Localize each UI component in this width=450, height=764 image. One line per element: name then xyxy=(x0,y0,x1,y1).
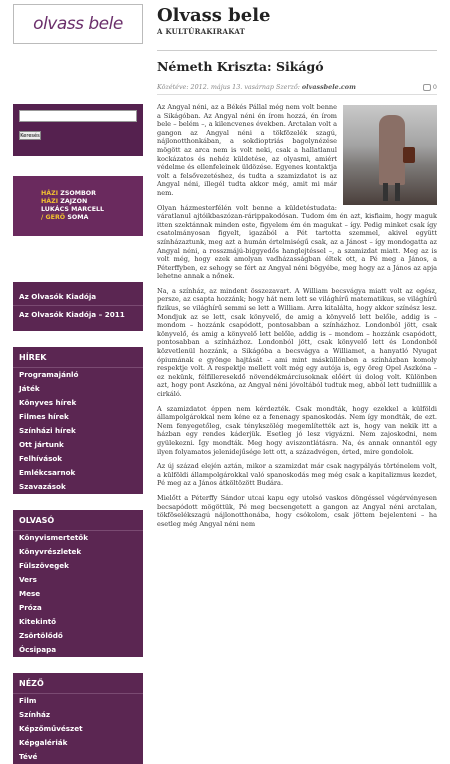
paragraph: Az Angyal néni, az a Békés Pállal még nem volt benne a Sikágóban. Az Angyal néni én írom hozzá, én írom bele – belém –, a kilencvenes években. Arctalan volt a gangon az Angyal néni a tökfözelék szagú, nájlonotthonkában, a sokdioptriás bagolynézése mögött az arca nem is volt neki, csak a hallatlanul kockázatos és nehéz küldetése, az olyasmi, amiért védelme és ellenfeleinek üldözése. Egyenes kontaktja volt a felsővezetéshez, és tudta a szamizdatot is az Angyal néni, illegél tudta akkor még, amit mi már nem. xyxy=(157,103,337,197)
site-subtitle: A KULTÚRAKIRAKAT xyxy=(157,27,246,36)
paragraph: Na, a színház, az mindent összezavart. A William becsvágya miatt volt az egész, persze, az csapta hozzánk; hogy hát nem lett se világhírű matematikus, se világhírű fizikus, se világhírű semmi se lett a William. Arra kitalálta, hogy akkor színész lesz. Mondjuk az se lett, csak könyvelő, de amig a könyvelő lett belőle, addig is – mondom – hozzánk csapódott, pontosabban a színházhoz. Londonból jött, csak könyvelő, és amig a könyvelő lett belőle, addig is – mondom – hozzánk csapódott, pontosabban a színházhoz. Londonból jött, csak könyvelő lett és Londonból közvetlenül hozzánk, a Sikágóba a becsvágya a Williamet, a hanyatló Nyugat ópiumának e gyönge hajtását – ami mint másküllönben a színházban komoly respektje volt. A respektje mellett volt még egy autója is, egy öreg Opel Aszkóna – ez nekünk, félfilleresekdő növendékmárciusoknak előért úi dolog volt. Különben azt, hogy pont Aszkóna, az Angyal néni jóvoltából tudtuk meg, abból lett tudniillik a cirkáló. xyxy=(157,286,437,398)
nav-item[interactable]: Könyvrészletek xyxy=(19,547,82,556)
search-button[interactable]: Keresés xyxy=(20,133,40,139)
nav-item[interactable]: Színház xyxy=(19,710,51,719)
logo-text: olvass bele xyxy=(33,14,123,34)
paragraph: Olyan házmesterfélén volt benne a küldetéstudata: váratlanul ajtóikbaszózan-rárippakodósan. Tudom ém én azt, kisfiaim, hogy maguk itten szektánnak minden este, figyelem ém én magukat – így. Pedig minket csak így csatolmányosan figyelt, igazából a Pét tartotta szemmel, akivel együtt színházaztunk, meg azt a humán értelmiségű csak, az a Jánost – így mondogatta az Angyal néni, a rosszmájú-biggyedős hanglejtéssel –, a szamizdat miatt. Meg az is volt még, hogy ezek amolyan vadházasságban éltek ott, a Pé meg a János, a Péterffyben, ez sehogy se fért az Angyal néni bögyébe, meg hogy az a János az apja lehetne annak a nőnek. xyxy=(157,203,437,281)
kiado-link[interactable]: Az Olvasók Kiadója xyxy=(13,288,143,306)
nav-section-nezo xyxy=(13,673,143,764)
nav-item[interactable]: Ócsipapa xyxy=(19,645,57,654)
main-content xyxy=(157,6,437,534)
paragraph: A szamizdatot éppen nem kérdezték. Csak mondták, hogy ezekkel a külföldi állampolgárokkal nem kéne ez a fenenagy spanoskodás. Nem így mondták, de ezt. Nem fenyegetőleg, csak ténykszölég megemlítették azt is, hogy van nekik itt a házban egy rendes káderjük. Esetleg jó lesz vigyázni. Nem zajoskodni, nem gyülekezni. Így mondták. Meg hogy aviszontlátásra. Na, és annak onnantól egy ilyen folyamatos jelenidejűsége lett ott, a századvégen, érted, mire gondolok. xyxy=(157,404,437,456)
nav-item[interactable]: Könyves hírek xyxy=(19,398,77,407)
article-meta xyxy=(157,83,437,95)
nav-item[interactable]: Tévé xyxy=(19,752,38,761)
nav-item[interactable]: Mese xyxy=(19,589,41,598)
nav-section-olvaso xyxy=(13,510,143,657)
article-photo xyxy=(343,105,437,205)
banner-line: HÁZI ZAJZON xyxy=(41,198,88,205)
sidebar xyxy=(13,4,143,764)
divider xyxy=(157,50,437,51)
nav-item[interactable]: Képzőművészet xyxy=(19,724,83,733)
site-logo[interactable] xyxy=(13,4,143,44)
promo-banner[interactable] xyxy=(13,176,143,236)
site-title[interactable]: Olvass bele xyxy=(157,5,271,26)
nav-item[interactable]: Képgalériák xyxy=(19,738,68,747)
nav-section-hirek xyxy=(13,347,143,494)
nav-header: NÉZŐ xyxy=(13,673,143,694)
article-title[interactable]: Németh Kriszta: Sikágó xyxy=(157,59,324,74)
nav-item[interactable]: Felhívások xyxy=(19,454,63,463)
article-body xyxy=(157,103,437,528)
nav-item[interactable]: Film xyxy=(19,696,37,705)
nav-item[interactable]: Fülszövegek xyxy=(19,561,69,570)
nav-item[interactable]: Próza xyxy=(19,603,42,612)
nav-item[interactable]: Filmes hírek xyxy=(19,412,69,421)
meta-author[interactable]: olvassbele.com xyxy=(301,83,356,91)
comment-bubble-icon xyxy=(423,84,431,91)
nav-item[interactable]: Szavazások xyxy=(19,482,66,491)
banner-line: / GERŐ SOMA xyxy=(41,214,89,221)
nav-header: HÍREK xyxy=(13,347,143,368)
nav-item[interactable]: Ott jártunk xyxy=(19,440,64,449)
kiado-box xyxy=(13,282,143,331)
nav-item[interactable]: Színházi hírek xyxy=(19,426,76,435)
banner-line: HÁZI ZSOMBOR xyxy=(41,190,96,197)
nav-item[interactable]: Könyvismertetők xyxy=(19,533,88,542)
nav-item[interactable]: Programajánló xyxy=(19,370,79,379)
banner-line: LUKÁCS MARCELL xyxy=(41,206,105,213)
nav-item[interactable]: Vers xyxy=(19,575,37,584)
nav-item[interactable]: Emlékcsarnok xyxy=(19,468,76,477)
nav-header: OLVASÓ xyxy=(13,510,143,531)
paragraph: Mielőtt a Péterffy Sándor utcai kapu egy utolsó vaskos döngéssel végérvényesen becsapódott mögöttük, Pé meg becsengetett a gangon az Angyal néni arctalan, tökföselékszagú nájlonotthonába, hogy csókolom, csak jöttem bejelenteni – ha esetleg még Angyal néni nem xyxy=(157,493,437,528)
kiado-link-2011[interactable]: Az Olvasók Kiadója – 2011 xyxy=(19,310,125,319)
nav-item[interactable]: Kitekintő xyxy=(19,617,57,626)
search-input[interactable] xyxy=(19,110,137,122)
search-box xyxy=(13,104,143,156)
nav-item[interactable]: Zsörtölődő xyxy=(19,631,63,640)
comment-count[interactable]: 0 xyxy=(423,83,437,91)
nav-item[interactable]: Játék xyxy=(19,384,40,393)
meta-text: Közétéve: 2012. május 13. vasárnap Szerző: olvassbele.com xyxy=(157,83,356,91)
paragraph: Az új század elején aztán, mikor a szamizdat már csak nagypályás történelem volt, a külföldi állampolgárokkal való spanoskodás meg még csak a kapitalizmus kezdet, Pé meg az a János átköltözött Budára. xyxy=(157,462,437,488)
